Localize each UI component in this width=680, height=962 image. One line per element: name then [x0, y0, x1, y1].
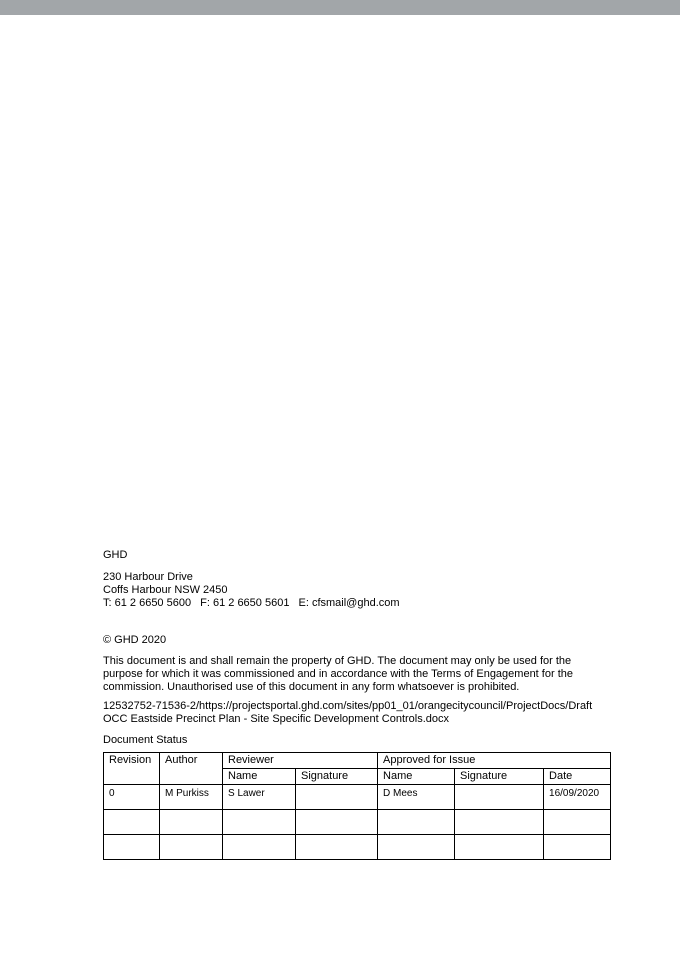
- document-body: [103, 549, 615, 860]
- empty-cell: [296, 810, 378, 835]
- email-address: E: cfsmail@ghd.com: [298, 597, 400, 609]
- empty-cell: [378, 810, 455, 835]
- document-status-table: [103, 752, 611, 860]
- header-date: Date: [544, 769, 611, 785]
- table-row: [104, 810, 611, 835]
- street-address: 230 Harbour Drive: [103, 571, 193, 583]
- header-reviewer-signature: Signature: [296, 769, 378, 785]
- table-row: [104, 835, 611, 860]
- empty-cell: [104, 835, 160, 860]
- empty-cell: [544, 810, 611, 835]
- ownership-notice: This document is and shall remain the property of GHD. The document may only be used for the purpose for which it was commissioned and in accordance with the Terms of Engagement for the commission. Unauthorised use of this document in any form whatsoever is prohibited.: [103, 655, 573, 693]
- empty-cell: [544, 835, 611, 860]
- header-reviewer: Reviewer: [223, 753, 378, 769]
- document-file-path: 12532752-71536-2/https://projectsportal.ghd.com/sites/pp01_01/orangecitycouncil/ProjectDocs/Draft OCC Eastside Precinct Plan - Site Specific Development Controls.docx: [103, 700, 593, 725]
- table-header-row: [104, 753, 611, 769]
- header-revision: Revision: [104, 753, 160, 785]
- city-address: Coffs Harbour NSW 2450: [103, 584, 228, 596]
- copyright-notice: © GHD 2020: [103, 634, 167, 646]
- cell-reviewer-name: S Lawer: [223, 785, 296, 810]
- phone-number: T: 61 2 6650 5600: [103, 597, 192, 609]
- header-approved: Approved for Issue: [378, 753, 611, 769]
- cell-date: 16/09/2020: [544, 785, 611, 810]
- top-header-bar: [0, 0, 680, 15]
- empty-cell: [223, 835, 296, 860]
- company-name: GHD: [103, 549, 128, 561]
- empty-cell: [104, 810, 160, 835]
- empty-cell: [378, 835, 455, 860]
- empty-cell: [455, 835, 544, 860]
- empty-cell: [160, 810, 223, 835]
- cell-reviewer-signature: [296, 785, 378, 810]
- header-approver-signature: Signature: [455, 769, 544, 785]
- empty-cell: [296, 835, 378, 860]
- cell-author: M Purkiss: [160, 785, 223, 810]
- cell-revision: 0: [104, 785, 160, 810]
- contact-line: [103, 597, 615, 610]
- header-author: Author: [160, 753, 223, 785]
- table-row: [104, 785, 611, 810]
- empty-cell: [223, 810, 296, 835]
- header-reviewer-name: Name: [223, 769, 296, 785]
- document-status-title: Document Status: [103, 734, 188, 746]
- empty-cell: [455, 810, 544, 835]
- address-block: [103, 571, 615, 610]
- cell-approver-name: D Mees: [378, 785, 455, 810]
- cell-approver-signature: [455, 785, 544, 810]
- empty-cell: [160, 835, 223, 860]
- fax-number: F: 61 2 6650 5601: [200, 597, 290, 609]
- header-approver-name: Name: [378, 769, 455, 785]
